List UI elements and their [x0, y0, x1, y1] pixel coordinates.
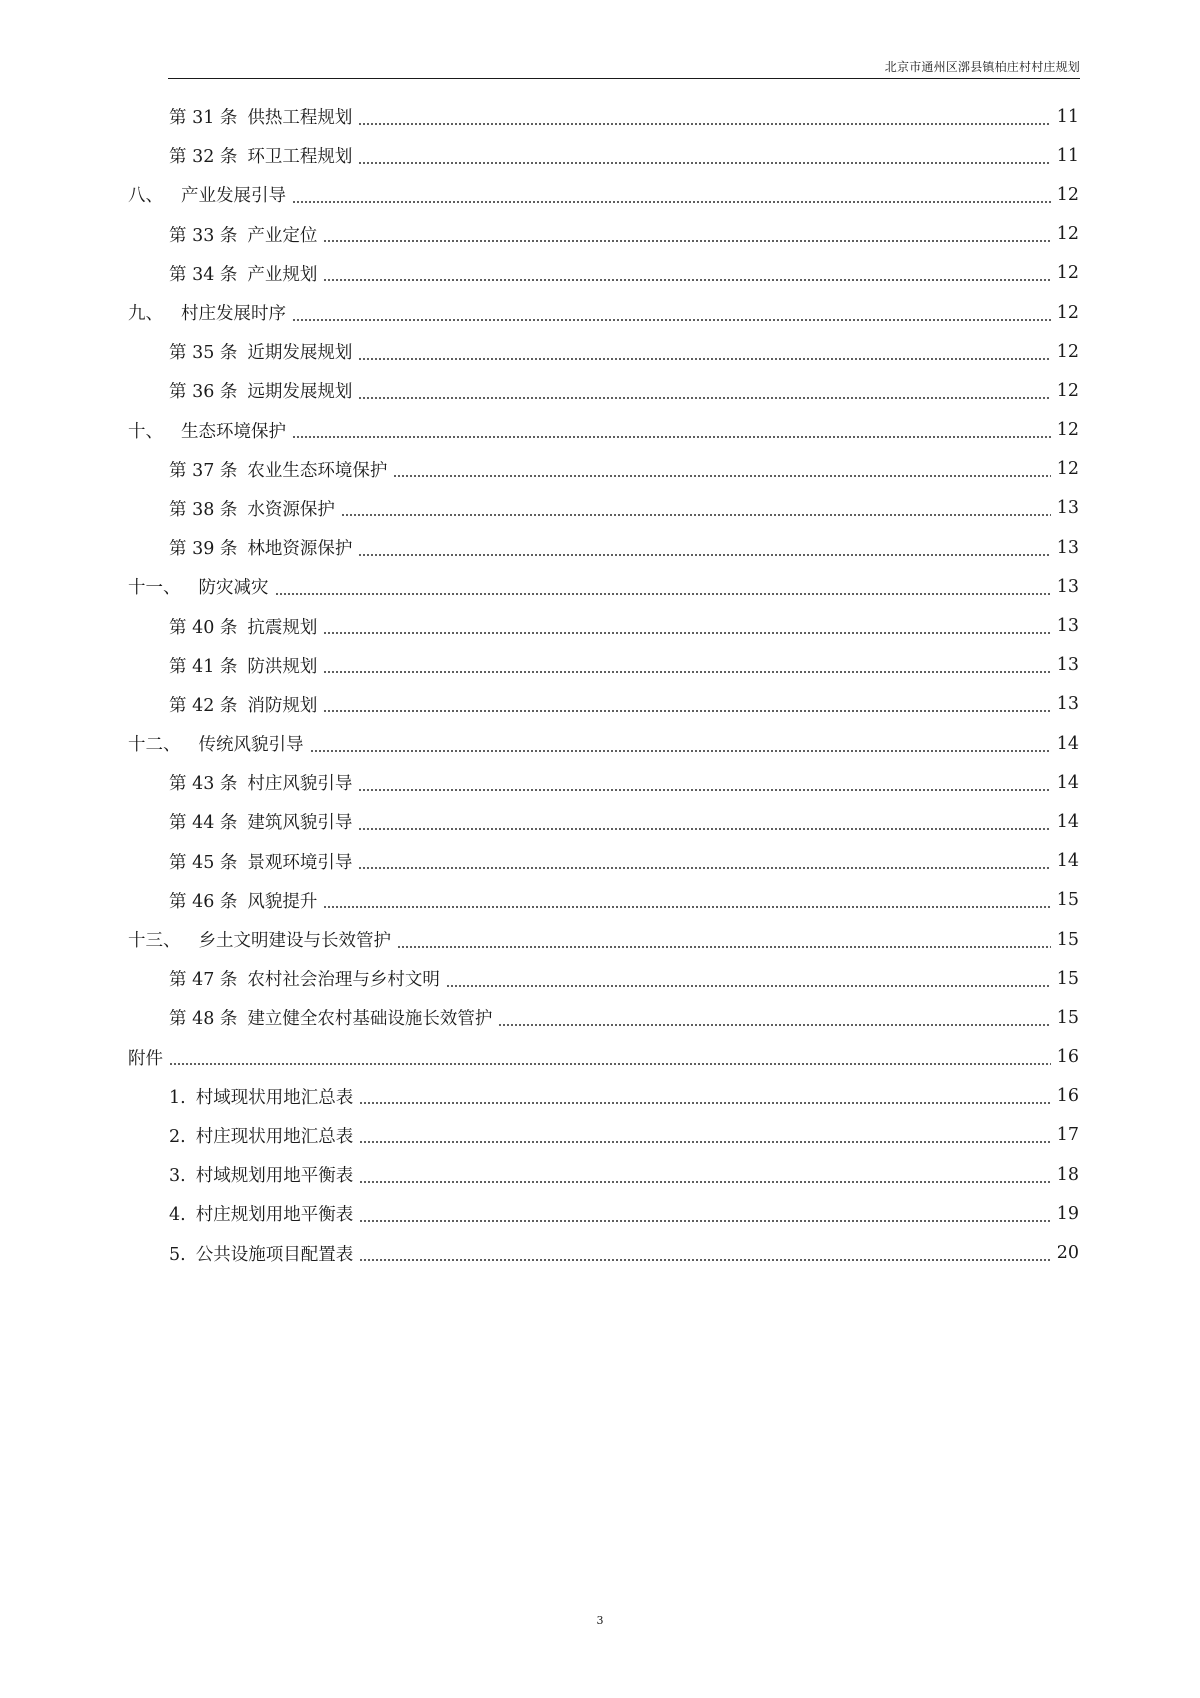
toc-entry-label — [169, 1084, 355, 1109]
dot-leader — [323, 906, 1050, 908]
dot-leader — [323, 671, 1050, 673]
toc-entry-number: 九、 — [128, 304, 163, 325]
toc-entry-label — [128, 418, 288, 443]
toc-entry-page: 12 — [1056, 224, 1079, 245]
dot-leader — [359, 1220, 1051, 1222]
toc-entry-label — [169, 457, 389, 482]
toc-entry-page: 19 — [1056, 1203, 1079, 1224]
toc-entry-title: 供热工程规划 — [247, 108, 353, 129]
toc-entry[interactable] — [169, 1233, 1079, 1272]
dot-leader — [359, 1141, 1051, 1143]
toc-entry-label — [169, 261, 319, 286]
toc-entry-number: 第 34 条 — [169, 264, 238, 285]
dot-leader — [359, 1102, 1051, 1104]
toc-entry-title: 产业发展引导 — [181, 186, 286, 207]
toc-entry-page: 13 — [1056, 537, 1079, 558]
toc-entry-title: 村庄发展时序 — [181, 304, 286, 325]
dot-leader — [323, 710, 1050, 712]
toc-entry[interactable] — [169, 97, 1079, 136]
toc-entry-page: 13 — [1056, 655, 1079, 676]
toc-entry-label — [169, 614, 319, 639]
toc-entry[interactable] — [169, 1077, 1079, 1116]
toc-entry-label — [128, 182, 288, 207]
toc-entry[interactable] — [169, 842, 1079, 881]
toc-entry-label — [169, 378, 354, 403]
dot-leader — [393, 475, 1050, 477]
toc-entry-title: 附件 — [128, 1048, 163, 1069]
toc-entry-label — [169, 1241, 355, 1266]
dot-leader — [341, 514, 1051, 516]
toc-entry-page: 15 — [1056, 1007, 1079, 1028]
toc-entry-title: 防灾减灾 — [198, 578, 269, 599]
toc-entry-title: 林地资源保护 — [247, 539, 353, 560]
toc-entry-title: 环卫工程规划 — [247, 147, 353, 168]
toc-entry-number: 第 37 条 — [169, 460, 238, 481]
toc-entry-title: 近期发展规划 — [247, 343, 353, 364]
toc-entry-title: 乡土文明建设与长效管护 — [198, 931, 391, 952]
dot-leader — [397, 946, 1051, 948]
toc-entry-title: 产业规划 — [247, 264, 318, 285]
toc-entry-number: 4. — [169, 1205, 186, 1226]
toc-entry[interactable] — [169, 450, 1079, 489]
toc-entry-page: 12 — [1056, 184, 1079, 205]
dot-leader — [498, 1024, 1050, 1026]
toc-entry-title: 公共设施项目配置表 — [195, 1244, 354, 1265]
toc-entry-page: 18 — [1056, 1164, 1079, 1185]
toc-entry-title: 农业生态环境保护 — [247, 460, 388, 481]
toc-entry-label — [169, 1162, 355, 1187]
toc-entry[interactable] — [169, 763, 1079, 802]
toc-entry-page: 11 — [1056, 145, 1079, 166]
toc-entry[interactable] — [169, 881, 1079, 920]
toc-entry[interactable] — [169, 1155, 1079, 1194]
toc-entry-title: 村庄现状用地汇总表 — [195, 1126, 354, 1147]
toc-entry-number: 第 48 条 — [169, 1009, 238, 1030]
dot-leader — [292, 319, 1051, 321]
toc-entry-title: 农村社会治理与乡村文明 — [247, 970, 440, 991]
toc-entry-title: 村域规划用地平衡表 — [195, 1166, 354, 1187]
toc-entry[interactable] — [128, 175, 1079, 214]
toc-entry-number: 第 43 条 — [169, 774, 238, 795]
toc-entry-number: 十一、 — [128, 578, 181, 599]
toc-entry-label — [169, 770, 354, 795]
toc-entry-page: 13 — [1056, 576, 1079, 597]
toc-entry-page: 12 — [1056, 420, 1079, 441]
toc-entry-label — [169, 1201, 355, 1226]
toc-entry-label — [128, 1045, 165, 1070]
toc-entry-title: 防洪规划 — [247, 656, 318, 677]
toc-entry-title: 产业定位 — [247, 225, 318, 246]
toc-entry-title: 景观环境引导 — [247, 852, 353, 873]
dot-leader — [358, 358, 1050, 360]
table-of-contents — [0, 97, 1200, 1273]
toc-entry-number: 第 33 条 — [169, 225, 238, 246]
dot-leader — [358, 789, 1050, 791]
toc-entry[interactable] — [169, 489, 1079, 528]
toc-entry-label — [169, 692, 319, 717]
toc-entry-label — [169, 496, 337, 521]
toc-entry[interactable] — [169, 606, 1079, 645]
toc-entry-page: 15 — [1056, 890, 1079, 911]
toc-entry-number: 3. — [169, 1166, 186, 1187]
toc-entry-number: 2. — [169, 1126, 186, 1147]
toc-entry-title: 水资源保护 — [247, 499, 335, 520]
toc-entry-number: 第 41 条 — [169, 656, 238, 677]
dot-leader — [359, 1259, 1051, 1261]
toc-entry-page: 12 — [1056, 263, 1079, 284]
dot-leader — [358, 397, 1050, 399]
toc-entry-label — [169, 1005, 494, 1030]
toc-entry-title: 村庄风貌引导 — [247, 774, 353, 795]
toc-entry-page: 15 — [1056, 968, 1079, 989]
toc-entry-number: 第 42 条 — [169, 695, 238, 716]
toc-entry-number: 十二、 — [128, 735, 181, 756]
toc-entry[interactable] — [128, 293, 1079, 332]
dot-leader — [323, 632, 1050, 634]
toc-entry-number: 第 32 条 — [169, 147, 238, 168]
toc-entry-label — [128, 574, 271, 599]
toc-entry-page: 14 — [1056, 811, 1079, 832]
toc-entry-page: 12 — [1056, 341, 1079, 362]
toc-entry-label — [169, 809, 354, 834]
toc-entry-number: 第 46 条 — [169, 891, 238, 912]
toc-entry-title: 抗震规划 — [247, 617, 318, 638]
toc-entry-title: 生态环境保护 — [181, 421, 286, 442]
toc-entry-label — [169, 1123, 355, 1148]
toc-entry-title: 传统风貌引导 — [198, 735, 304, 756]
toc-entry-label — [169, 535, 354, 560]
dot-leader — [358, 162, 1050, 164]
toc-entry[interactable] — [169, 959, 1079, 998]
toc-entry-number: 第 39 条 — [169, 539, 238, 560]
dot-leader — [292, 201, 1051, 203]
toc-entry-number: 第 40 条 — [169, 617, 238, 638]
dot-leader — [358, 554, 1050, 556]
toc-entry-number: 第 45 条 — [169, 852, 238, 873]
dot-leader — [275, 593, 1051, 595]
toc-entry-page: 15 — [1056, 929, 1079, 950]
toc-entry-title: 村域现状用地汇总表 — [195, 1087, 354, 1108]
toc-entry-page: 13 — [1056, 694, 1079, 715]
toc-entry-number: 十、 — [128, 421, 163, 442]
toc-entry-page: 14 — [1056, 733, 1079, 754]
dot-leader — [292, 436, 1051, 438]
toc-entry-page: 12 — [1056, 380, 1079, 401]
toc-entry-label — [169, 339, 354, 364]
toc-entry-page: 20 — [1056, 1243, 1079, 1264]
toc-entry[interactable] — [169, 998, 1079, 1037]
toc-entry-number: 第 44 条 — [169, 813, 238, 834]
toc-entry[interactable] — [169, 136, 1079, 175]
toc-entry-page: 16 — [1056, 1047, 1079, 1068]
dot-leader — [323, 240, 1050, 242]
toc-entry-number: 八、 — [128, 186, 163, 207]
toc-entry[interactable] — [169, 685, 1079, 724]
toc-entry-title: 消防规划 — [247, 695, 318, 716]
toc-entry[interactable] — [169, 528, 1079, 567]
toc-entry-page: 13 — [1056, 498, 1079, 519]
toc-entry-number: 1. — [169, 1087, 186, 1108]
toc-entry[interactable] — [169, 802, 1079, 841]
toc-entry[interactable] — [128, 411, 1079, 450]
toc-entry[interactable] — [169, 332, 1079, 371]
toc-entry-page: 12 — [1056, 302, 1079, 323]
toc-entry-title: 村庄规划用地平衡表 — [195, 1205, 354, 1226]
toc-entry-page: 16 — [1056, 1086, 1079, 1107]
page-number: 3 — [596, 1614, 604, 1627]
dot-leader — [446, 985, 1051, 987]
dot-leader — [359, 1181, 1051, 1183]
toc-entry[interactable] — [169, 215, 1079, 254]
toc-entry-number: 第 36 条 — [169, 382, 238, 403]
toc-entry-label — [169, 143, 354, 168]
toc-entry-page: 13 — [1056, 616, 1079, 637]
toc-entry[interactable] — [128, 1038, 1079, 1077]
toc-entry-label — [169, 888, 319, 913]
toc-entry-label — [169, 222, 319, 247]
toc-entry-number: 十三、 — [128, 931, 181, 952]
toc-entry-title: 风貌提升 — [247, 891, 318, 912]
dot-leader — [323, 279, 1050, 281]
toc-entry-number: 第 31 条 — [169, 108, 238, 129]
toc-entry[interactable] — [169, 254, 1079, 293]
toc-entry-page: 11 — [1056, 106, 1079, 127]
document-title: 北京市通州区漷县镇柏庄村村庄规划 — [884, 60, 1080, 74]
dot-leader — [310, 750, 1051, 752]
toc-entry-title: 建立健全农村基础设施长效管护 — [247, 1009, 493, 1030]
toc-entry-label — [169, 104, 354, 129]
toc-entry[interactable] — [128, 567, 1079, 606]
dot-leader — [358, 123, 1050, 125]
toc-entry-label — [128, 300, 288, 325]
toc-entry-page: 12 — [1056, 459, 1079, 480]
toc-entry-number: 第 47 条 — [169, 970, 238, 991]
page-header — [168, 58, 1080, 79]
toc-entry-title: 远期发展规划 — [247, 382, 353, 403]
toc-entry-label — [169, 849, 354, 874]
toc-entry-label — [169, 653, 319, 678]
toc-entry-page: 17 — [1056, 1125, 1079, 1146]
toc-entry-page: 14 — [1056, 851, 1079, 872]
toc-entry[interactable] — [128, 724, 1079, 763]
toc-entry-page: 14 — [1056, 772, 1079, 793]
toc-entry[interactable] — [169, 1116, 1079, 1155]
toc-entry-label — [128, 731, 306, 756]
toc-entry[interactable] — [169, 646, 1079, 685]
dot-leader — [169, 1063, 1051, 1065]
toc-entry[interactable] — [128, 920, 1079, 959]
dot-leader — [358, 828, 1050, 830]
toc-entry[interactable] — [169, 371, 1079, 410]
dot-leader — [358, 867, 1050, 869]
toc-entry-number: 5. — [169, 1244, 186, 1265]
toc-entry-number: 第 35 条 — [169, 343, 238, 364]
toc-entry-title: 建筑风貌引导 — [247, 813, 353, 834]
toc-entry-label — [169, 966, 442, 991]
toc-entry-label — [128, 927, 393, 952]
toc-entry-number: 第 38 条 — [169, 499, 238, 520]
toc-entry[interactable] — [169, 1194, 1079, 1233]
